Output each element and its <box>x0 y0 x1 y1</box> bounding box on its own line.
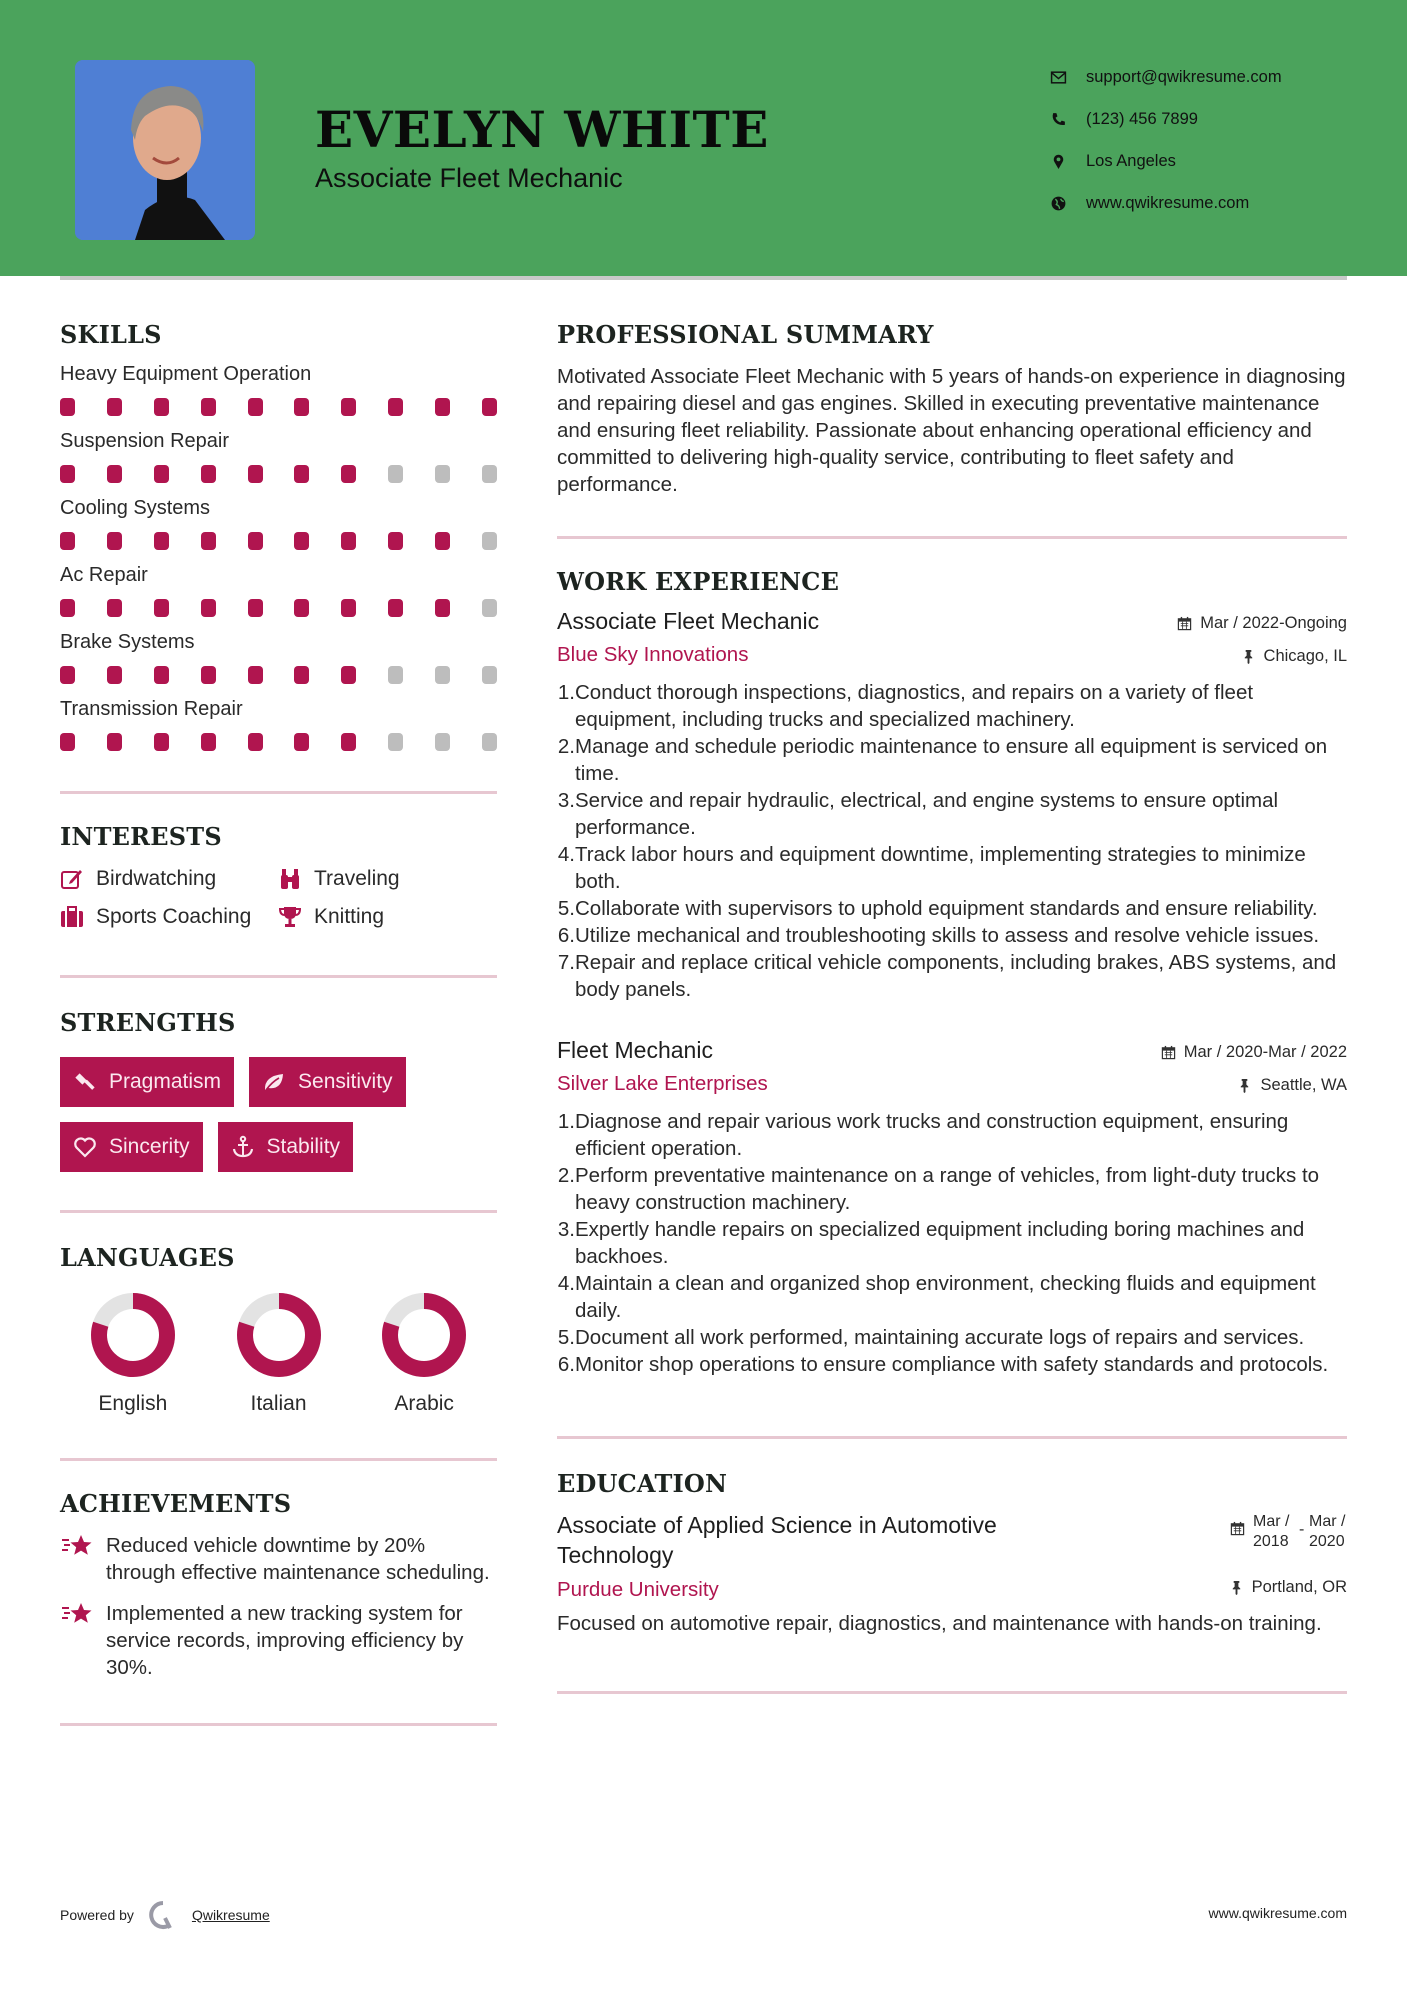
job-dates-text: Mar / 2022-Ongoing <box>1200 614 1347 632</box>
skill-label: Heavy Equipment Operation <box>60 363 312 385</box>
responsibility-text: Collaborate with supervisors to uphold equipment standards and ensure reliability. <box>575 897 1318 920</box>
contact-website-text: www.qwikresume.com <box>1086 193 1250 212</box>
contact-phone[interactable] <box>1050 98 1282 140</box>
skill-item <box>60 363 497 416</box>
skill-label: Cooling Systems <box>60 497 211 519</box>
right-column <box>557 320 1347 1694</box>
trophy-icon <box>278 905 302 929</box>
responsibility-text: Maintain a clean and organized shop environment, checking fluids and equipment daily. <box>575 1272 1316 1322</box>
rating-dot-filled <box>248 532 263 550</box>
rating-dot-empty <box>482 733 497 751</box>
rating-dot-filled <box>201 666 216 684</box>
rating-dot-filled <box>107 398 122 416</box>
list-number: 5. <box>557 1326 575 1349</box>
rating-dot-filled <box>107 599 122 617</box>
list-number: 4. <box>557 1272 575 1295</box>
responsibility-text: Expertly handle repairs on specialized equipment including boring machines and backhoes. <box>575 1218 1305 1268</box>
strength-label: Stability <box>266 1135 341 1158</box>
school-name: Purdue University <box>557 1578 719 1601</box>
rating-dot-filled <box>294 666 309 684</box>
qwikresume-link[interactable]: Qwikresume <box>191 1907 270 1923</box>
heart-icon <box>73 1135 97 1159</box>
envelope-icon <box>1050 69 1086 86</box>
achievement-item <box>60 1532 497 1586</box>
education-title: EDUCATION <box>557 1469 728 1498</box>
rating-dot-filled <box>435 398 450 416</box>
company-name: Blue Sky Innovations <box>557 643 749 666</box>
education-location-text: Portland, OR <box>1251 1578 1347 1596</box>
strengths-section <box>60 1008 497 1172</box>
interest-item <box>60 905 278 929</box>
language-donut-chart <box>90 1292 176 1378</box>
rating-dot-filled <box>435 532 450 550</box>
rating-dot-filled <box>248 666 263 684</box>
rating-dot-filled <box>60 532 75 550</box>
skill-item <box>60 698 497 751</box>
education-end-year: 2020 <box>1309 1533 1345 1550</box>
responsibility-text: Manage and schedule periodic maintenance to ensure all equipment is serviced on time. <box>575 735 1328 785</box>
footer-powered-by <box>60 1900 270 1930</box>
education-location <box>1229 1578 1347 1597</box>
rating-dot-filled <box>154 733 169 751</box>
gavel-icon <box>73 1070 97 1094</box>
responsibility-item <box>557 787 1347 841</box>
language-label: Italian <box>250 1392 307 1415</box>
strengths-title: STRENGTHS <box>60 1008 236 1037</box>
rating-dot-filled <box>201 733 216 751</box>
rating-dot-filled <box>154 465 169 483</box>
rating-dot-filled <box>294 733 309 751</box>
rating-dot-empty <box>435 465 450 483</box>
rating-dot-filled <box>341 599 356 617</box>
interest-label: Sports Coaching <box>96 905 252 928</box>
rating-dot-filled <box>60 666 75 684</box>
section-divider <box>557 536 1347 539</box>
responsibility-item <box>557 1324 1347 1351</box>
summary-title: PROFESSIONAL SUMMARY <box>557 320 934 349</box>
responsibility-item <box>557 1270 1347 1324</box>
briefcase-icon <box>60 905 84 929</box>
language-item <box>351 1292 497 1416</box>
skill-rating <box>60 398 497 416</box>
languages-section <box>60 1243 497 1416</box>
contact-phone-text: (123) 456 7899 <box>1086 109 1198 128</box>
section-divider <box>60 1723 497 1726</box>
achievements-title: ACHIEVEMENTS <box>60 1489 292 1518</box>
rating-dot-filled <box>154 398 169 416</box>
profile-photo <box>75 60 255 240</box>
job-location <box>1237 1076 1347 1095</box>
rating-dot-filled <box>154 599 169 617</box>
rating-dot-filled <box>248 465 263 483</box>
jobs-list <box>557 608 1347 1378</box>
responsibility-item <box>557 949 1347 1003</box>
skills-title: SKILLS <box>60 320 162 349</box>
responsibility-text: Service and repair hydraulic, electrical, and engine systems to ensure optimal performance. <box>575 789 1279 839</box>
skill-item <box>60 631 497 684</box>
strength-label: Pragmatism <box>109 1070 222 1093</box>
left-column <box>60 320 497 1726</box>
skill-item <box>60 430 497 483</box>
rating-dot-filled <box>60 733 75 751</box>
rating-dot-empty <box>435 733 450 751</box>
rating-dot-empty <box>482 465 497 483</box>
rating-dot-filled <box>201 599 216 617</box>
map-marker-icon <box>1050 153 1086 170</box>
rating-dot-filled <box>60 398 75 416</box>
candidate-title: Associate Fleet Mechanic <box>315 163 623 193</box>
language-label: Arabic <box>394 1392 454 1415</box>
contact-list <box>1050 56 1282 224</box>
interest-item <box>60 867 278 891</box>
rating-dot-filled <box>248 398 263 416</box>
skill-label: Transmission Repair <box>60 698 243 720</box>
rating-dot-empty <box>482 666 497 684</box>
rating-dot-filled <box>482 398 497 416</box>
rating-dot-filled <box>248 599 263 617</box>
skill-rating <box>60 733 497 751</box>
achievement-text: Implemented a new tracking system for service records, improving efficiency by 30%. <box>106 1602 464 1679</box>
job-location-text: Chicago, IL <box>1263 647 1347 665</box>
interest-item <box>278 905 478 929</box>
calendar-icon <box>1161 1045 1176 1060</box>
interest-item <box>278 867 478 891</box>
skill-rating <box>60 599 497 617</box>
calendar-icon <box>1230 1521 1245 1536</box>
rating-dot-empty <box>388 733 403 751</box>
responsibility-item <box>557 679 1347 733</box>
rating-dot-filled <box>388 599 403 617</box>
achievements-section <box>60 1489 497 1681</box>
summary-text: Motivated Associate Fleet Mechanic with 5 years of hands-on experience in diagnosing and repairing diesel and gas engines. Skilled in executing preventative maintenance and ensuring fleet reliability. Passionate about enhancing operational efficiency and committed to delivering high-quality service, contributing to fleet safety and performance. <box>557 365 1346 496</box>
responsibility-text: Perform preventative maintenance on a range of vehicles, from light-duty trucks to heavy construction machinery. <box>575 1164 1320 1214</box>
responsibility-item <box>557 841 1347 895</box>
job-item <box>557 608 1347 1003</box>
job-dates-text: Mar / 2020-Mar / 2022 <box>1183 1043 1347 1061</box>
skill-label: Brake Systems <box>60 631 195 653</box>
contact-email[interactable] <box>1050 56 1282 98</box>
phone-icon <box>1050 111 1086 128</box>
skill-rating <box>60 666 497 684</box>
job-location <box>1241 647 1347 666</box>
rating-dot-filled <box>154 532 169 550</box>
rating-dot-filled <box>388 398 403 416</box>
skill-rating <box>60 532 497 550</box>
rating-dot-filled <box>341 532 356 550</box>
rating-dot-filled <box>201 465 216 483</box>
strength-label: Sensitivity <box>298 1070 393 1093</box>
education-item <box>557 1510 1347 1637</box>
section-divider <box>60 1458 497 1461</box>
calendar-icon <box>1177 616 1192 631</box>
list-number: 3. <box>557 789 575 812</box>
skills-list <box>60 363 497 751</box>
job-dates <box>1161 1043 1347 1062</box>
responsibility-text: Repair and replace critical vehicle components, including brakes, ABS systems, and body panels. <box>575 951 1337 1001</box>
rating-dot-filled <box>294 465 309 483</box>
responsibility-text: Conduct thorough inspections, diagnostics, and repairs on a variety of fleet equipment, including trucks and specialized machinery. <box>575 681 1254 731</box>
responsibility-item <box>557 1162 1347 1216</box>
rating-dot-empty <box>435 666 450 684</box>
responsibility-text: Track labor hours and equipment downtime, implementing strategies to minimize both. <box>575 843 1306 893</box>
pushpin-icon <box>1229 1580 1244 1595</box>
rating-dot-filled <box>107 532 122 550</box>
company-name: Silver Lake Enterprises <box>557 1072 768 1095</box>
skill-item <box>60 564 497 617</box>
binoculars-icon <box>278 867 302 891</box>
education-description: Focused on automotive repair, diagnostics, and maintenance with hands-on training. <box>557 1612 1322 1635</box>
footer-website[interactable]: www.qwikresume.com <box>1208 1905 1347 1921</box>
responsibility-text: Diagnose and repair various work trucks and construction equipment, ensuring efficient operation. <box>575 1110 1289 1160</box>
candidate-name: EVELYN WHITE <box>315 100 769 159</box>
strength-badge <box>249 1057 406 1107</box>
list-number: 1. <box>557 1110 575 1133</box>
education-dates <box>1230 1512 1347 1552</box>
leaf-icon <box>262 1070 286 1094</box>
education-date-separator: - <box>1299 1521 1305 1538</box>
skills-section <box>60 320 497 751</box>
list-number: 3. <box>557 1218 575 1241</box>
rating-dot-filled <box>294 599 309 617</box>
education-start-month: Mar / <box>1253 1513 1290 1530</box>
education-end-month: Mar / <box>1309 1513 1346 1530</box>
list-number: 5. <box>557 897 575 920</box>
section-divider <box>60 975 497 978</box>
interest-label: Traveling <box>314 867 400 890</box>
list-number: 6. <box>557 924 575 947</box>
rating-dot-empty <box>388 666 403 684</box>
strength-badge <box>60 1057 234 1107</box>
interests-title: INTERESTS <box>60 822 222 851</box>
strengths-list <box>60 1057 460 1172</box>
section-divider <box>557 1436 1347 1439</box>
list-number: 4. <box>557 843 575 866</box>
language-item <box>206 1292 352 1416</box>
achievements-list <box>60 1532 497 1681</box>
pushpin-icon <box>1237 1078 1252 1093</box>
skill-label: Ac Repair <box>60 564 148 586</box>
strength-badge <box>218 1122 354 1172</box>
interest-label: Birdwatching <box>96 867 217 890</box>
pushpin-icon <box>1241 649 1256 664</box>
language-label: English <box>98 1392 168 1415</box>
strength-badge <box>60 1122 203 1172</box>
profile-photo-image <box>75 60 255 240</box>
rating-dot-filled <box>107 733 122 751</box>
responsibility-item <box>557 922 1347 949</box>
rating-dot-filled <box>341 733 356 751</box>
responsibility-item <box>557 1351 1347 1378</box>
shooting-star-icon <box>60 1532 94 1560</box>
job-dates <box>1177 614 1347 633</box>
responsibility-item <box>557 895 1347 922</box>
contact-location-text: Los Angeles <box>1086 151 1176 170</box>
responsibility-text: Monitor shop operations to ensure compliance with safety standards and protocols. <box>575 1353 1329 1376</box>
list-number: 6. <box>557 1353 575 1376</box>
rating-dot-filled <box>248 733 263 751</box>
rating-dot-filled <box>60 599 75 617</box>
rating-dot-empty <box>482 599 497 617</box>
anchor-icon <box>231 1135 255 1159</box>
rating-dot-filled <box>107 666 122 684</box>
qwikresume-logo-icon <box>148 1900 178 1930</box>
rating-dot-filled <box>388 532 403 550</box>
responsibility-text: Document all work performed, maintaining accurate logs of repairs and services. <box>575 1326 1305 1349</box>
job-responsibilities <box>557 679 1347 1003</box>
edit-icon <box>60 867 84 891</box>
languages-list <box>60 1292 497 1416</box>
rating-dot-filled <box>341 398 356 416</box>
education-section <box>557 1469 1347 1637</box>
rating-dot-filled <box>201 532 216 550</box>
contact-location <box>1050 140 1282 182</box>
interests-section <box>60 822 497 929</box>
experience-title: WORK EXPERIENCE <box>557 567 840 596</box>
rating-dot-filled <box>294 532 309 550</box>
achievement-item <box>60 1600 497 1681</box>
job-title: Associate Fleet Mechanic <box>557 608 820 634</box>
rating-dot-filled <box>435 599 450 617</box>
achievement-text: Reduced vehicle downtime by 20% through effective maintenance scheduling. <box>106 1534 490 1584</box>
rating-dot-filled <box>60 465 75 483</box>
shooting-star-icon <box>60 1600 94 1628</box>
summary-section <box>557 320 1347 498</box>
responsibility-item <box>557 1216 1347 1270</box>
list-number: 2. <box>557 1164 575 1187</box>
interests-list <box>60 867 497 929</box>
rating-dot-empty <box>482 532 497 550</box>
contact-website[interactable] <box>1050 182 1282 224</box>
list-number: 7. <box>557 951 575 974</box>
education-start-year: 2018 <box>1253 1533 1289 1550</box>
job-responsibilities <box>557 1108 1347 1378</box>
degree-title: Associate of Applied Science in Automotive Technology <box>557 1512 997 1568</box>
rating-dot-filled <box>201 398 216 416</box>
resume-header <box>0 0 1407 276</box>
rating-dot-filled <box>341 666 356 684</box>
language-donut-chart <box>381 1292 467 1378</box>
job-title: Fleet Mechanic <box>557 1037 713 1063</box>
rating-dot-filled <box>341 465 356 483</box>
job-item <box>557 1037 1347 1378</box>
responsibility-item <box>557 733 1347 787</box>
skill-rating <box>60 465 497 483</box>
rating-dot-filled <box>294 398 309 416</box>
powered-by-label: Powered by <box>60 1907 134 1923</box>
job-location-text: Seattle, WA <box>1260 1076 1347 1094</box>
rating-dot-empty <box>388 465 403 483</box>
contact-email-text: support@qwikresume.com <box>1086 67 1282 86</box>
experience-section <box>557 567 1347 1378</box>
skill-item <box>60 497 497 550</box>
skill-label: Suspension Repair <box>60 430 229 452</box>
list-number: 2. <box>557 735 575 758</box>
strength-label: Sincerity <box>109 1135 190 1158</box>
responsibility-item <box>557 1108 1347 1162</box>
language-donut-chart <box>236 1292 322 1378</box>
responsibility-text: Utilize mechanical and troubleshooting skills to assess and resolve vehicle issues. <box>575 924 1320 947</box>
language-item <box>60 1292 206 1416</box>
list-number: 1. <box>557 681 575 704</box>
section-divider <box>60 791 497 794</box>
section-divider <box>557 1691 1347 1694</box>
rating-dot-filled <box>154 666 169 684</box>
languages-title: LANGUAGES <box>60 1243 235 1272</box>
header-divider <box>60 276 1347 280</box>
globe-icon <box>1050 195 1086 212</box>
interest-label: Knitting <box>314 905 385 928</box>
rating-dot-filled <box>107 465 122 483</box>
section-divider <box>60 1210 497 1213</box>
